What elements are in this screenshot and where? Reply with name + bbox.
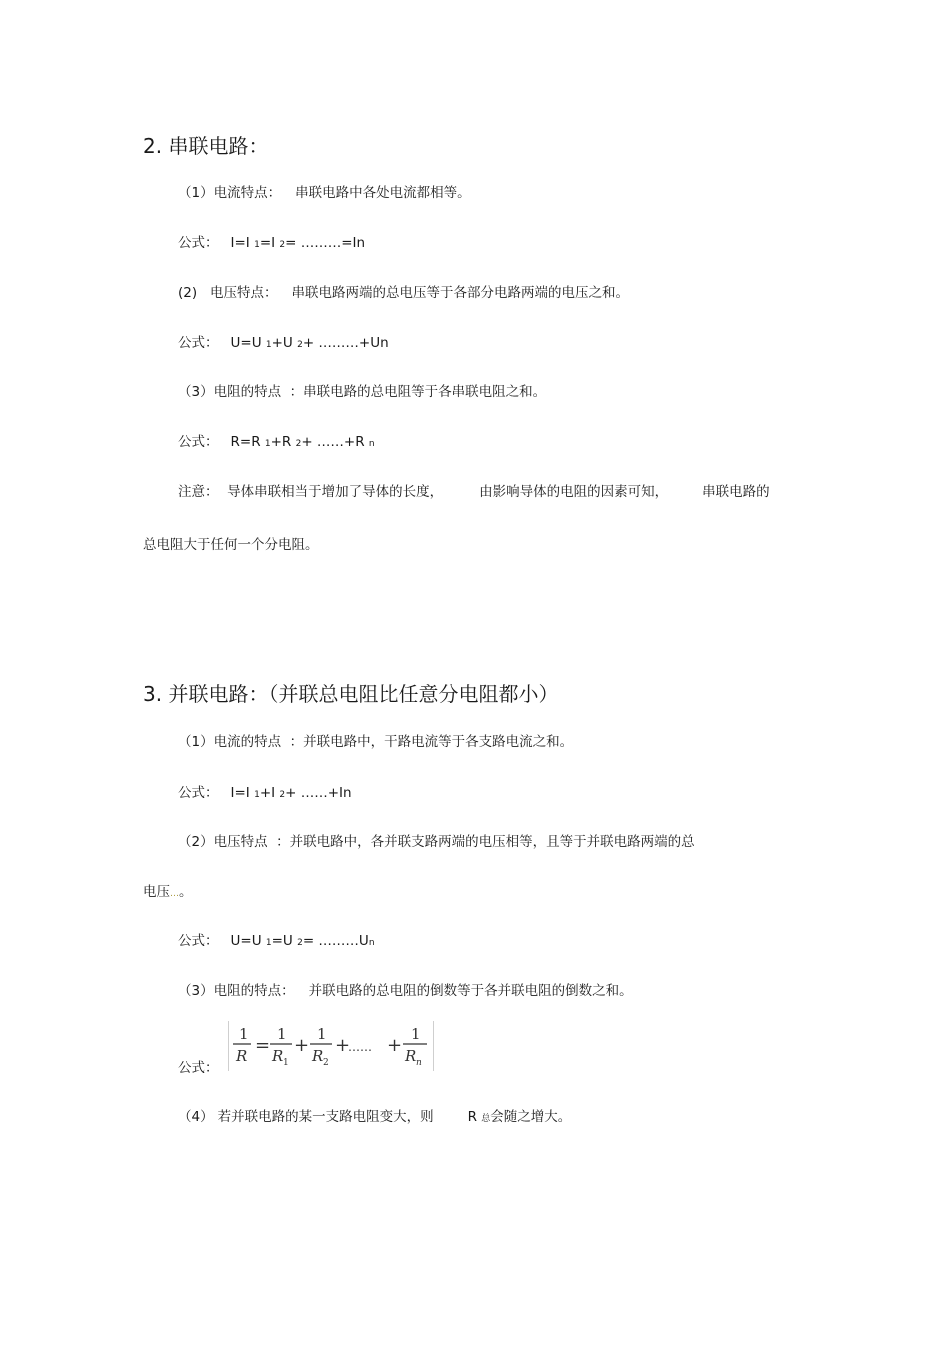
parallel-voltage-label: （2）电压特点 ： xyxy=(178,834,290,850)
series-voltage-text: 串联电路两端的总电压等于各部分电路两端的电压之和。 xyxy=(291,285,629,301)
series-voltage-label: (2) 电压特点： xyxy=(178,285,278,301)
reciprocal-resistance-formula xyxy=(229,1021,433,1071)
formula-subscript: n xyxy=(368,938,375,948)
parallel-current-text: 并联电路中，干路电流等于各支路电流之和。 xyxy=(303,734,574,750)
formula-part: + ……+R xyxy=(301,434,369,450)
formula-subscript: n xyxy=(368,439,375,449)
formula-part: =U xyxy=(271,933,298,949)
parallel-voltage-text: 并联电路中，各并联支路两端的电压相等，且等于并联电路两端的总 xyxy=(289,834,695,850)
equals-sign: = xyxy=(255,1035,271,1056)
item-4-subscript: 总 xyxy=(481,1114,491,1124)
parallel-voltage-formula xyxy=(178,932,375,952)
denominator-sub1: 1 xyxy=(283,1058,289,1068)
plus-sign: + xyxy=(335,1035,351,1056)
formula-label: 公式： xyxy=(178,933,219,949)
formula-label: 公式： xyxy=(178,235,219,251)
parallel-current-line xyxy=(178,733,573,751)
numerator: 1 xyxy=(277,1025,287,1043)
item-4-symbol: R xyxy=(467,1109,482,1125)
formula-subscript: 2 xyxy=(297,340,303,350)
formula-label: 公式： xyxy=(178,785,219,801)
formula-part: + ……+In xyxy=(285,785,352,801)
item-4-text: 若并联电路的某一支路电阻变大，则 xyxy=(217,1109,434,1125)
formula-part: U=U xyxy=(230,335,266,351)
denominator-sub2: 2 xyxy=(323,1058,329,1068)
formula-subscript: 1 xyxy=(254,240,260,250)
plus-sign: + xyxy=(294,1035,310,1056)
item-4-end: 会随之增大。 xyxy=(490,1109,572,1125)
formula-part: + ………+Un xyxy=(302,335,389,351)
formula-part: = ………U xyxy=(302,933,369,949)
formula-subscript: 2 xyxy=(279,240,286,250)
series-voltage-formula xyxy=(178,334,389,354)
series-note-continuation: 总电阻大于任何一个分电阻。 xyxy=(143,537,319,553)
formula-part: I=I xyxy=(230,785,255,801)
formula-part: U=U xyxy=(230,933,266,949)
section-2-heading: 2. 串联电路： xyxy=(143,134,269,158)
section-3-heading: 3. 并联电路：（并联总电阻比任意分电阻都小） xyxy=(143,682,559,706)
continuation-end: 。 xyxy=(179,884,193,900)
item-4-label: （4） xyxy=(178,1109,214,1125)
numerator: 1 xyxy=(239,1025,249,1043)
series-resistance-line xyxy=(178,383,546,401)
formula-subscript: 1 xyxy=(265,340,272,350)
parallel-resistance-line xyxy=(178,982,633,1000)
note-part-2: 由影响导体的电阻的因素可知， xyxy=(479,484,669,500)
denominator-subn: n xyxy=(416,1058,422,1068)
formula-subscript: 2 xyxy=(297,938,303,948)
series-current-line xyxy=(178,184,471,202)
parallel-resistance-text: 并联电路的总电阻的倒数等于各并联电阻的倒数之和。 xyxy=(308,983,633,999)
series-resistance-formula xyxy=(178,433,375,453)
formula-part: +I xyxy=(259,785,280,801)
formula-subscript: 2 xyxy=(295,439,302,449)
note-part-1: 注意： 导体串联相当于增加了导体的长度， xyxy=(178,484,444,500)
parallel-voltage-line xyxy=(178,833,695,851)
numerator: 1 xyxy=(411,1025,421,1043)
formula-subscript: 1 xyxy=(264,439,271,449)
series-voltage-line xyxy=(178,284,629,302)
parallel-current-label: （1）电流的特点 ： xyxy=(178,734,304,750)
denominator-rn: R xyxy=(405,1047,417,1065)
plus-sign: + xyxy=(387,1035,403,1056)
parallel-item-4-line xyxy=(178,1108,571,1128)
series-current-label: （1）电流特点： xyxy=(178,185,282,201)
ellipsis: …… xyxy=(348,1040,372,1054)
denominator-r1: R xyxy=(272,1047,284,1065)
formula-subscript: 2 xyxy=(279,790,286,800)
numerator: 1 xyxy=(317,1025,327,1043)
formula-subscript: 1 xyxy=(265,938,272,948)
parallel-voltage-continuation xyxy=(143,883,193,903)
parallel-resistance-formula-label: 公式： xyxy=(178,1060,219,1076)
note-part-3: 串联电路的 xyxy=(702,484,770,500)
series-current-text: 串联电路中各处电流都相等。 xyxy=(295,185,471,201)
formula-part: +R xyxy=(270,434,296,450)
formula-label: 公式： xyxy=(178,335,219,351)
denominator-r: R xyxy=(236,1047,248,1065)
parallel-current-formula xyxy=(178,784,352,804)
continuation-text: 电压 xyxy=(143,884,170,900)
parallel-resistance-label: （3）电阻的特点： xyxy=(178,983,295,999)
formula-label: 公式： xyxy=(178,434,219,450)
formula-part: I=I xyxy=(230,235,255,251)
denominator-r2: R xyxy=(312,1047,324,1065)
formula-part: R=R xyxy=(230,434,265,450)
formula-part: +U xyxy=(271,335,298,351)
formula-part: = ………=In xyxy=(285,235,366,251)
formula-part: =I xyxy=(259,235,280,251)
series-note-line xyxy=(178,483,770,501)
formula-subscript: 1 xyxy=(254,790,260,800)
series-current-formula xyxy=(178,234,365,254)
annotation-mark: … xyxy=(170,889,179,899)
reciprocal-resistance-formula-image xyxy=(228,1021,434,1071)
series-resistance-label: （3）电阻的特点 ： xyxy=(178,384,304,400)
series-resistance-text: 串联电路的总电阻等于各串联电阻之和。 xyxy=(303,384,547,400)
